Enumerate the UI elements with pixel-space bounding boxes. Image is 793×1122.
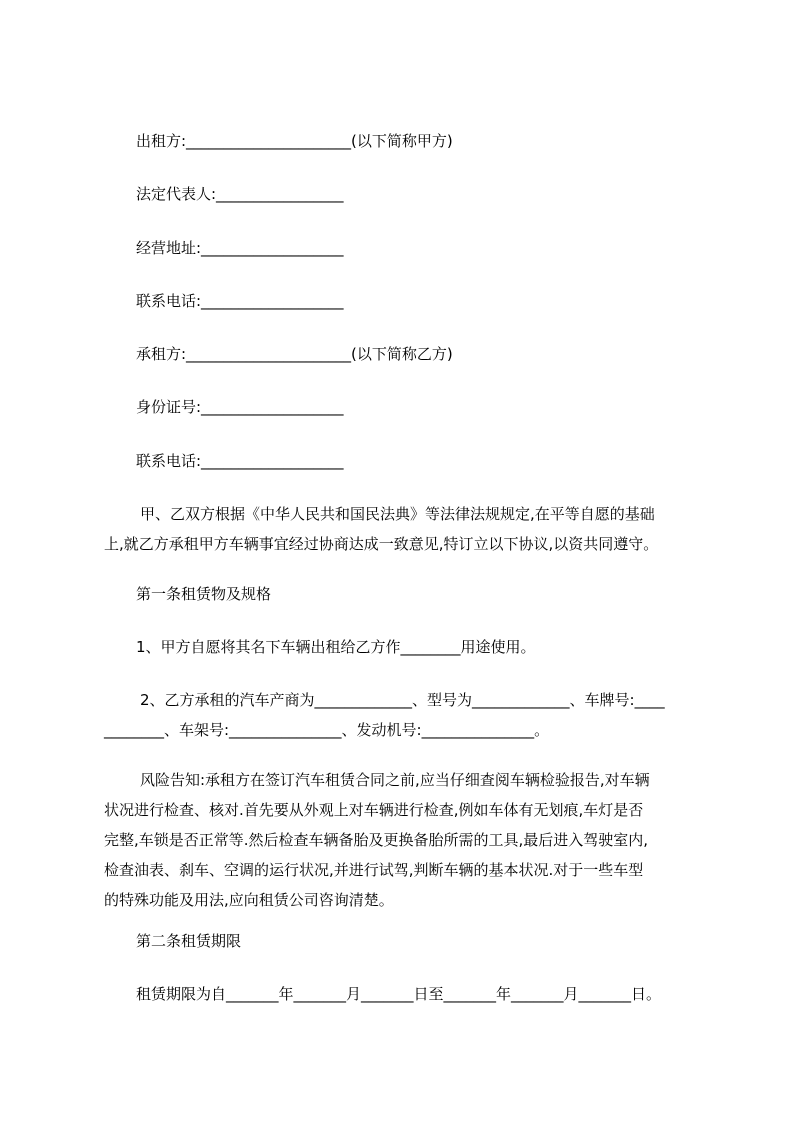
clause-2-line: 2、乙方承租的汽车产商为_____________、型号为_____________、车牌号:____ (140, 691, 665, 709)
preamble-line: 甲、乙双方根据《中华人民共和国民法典》等法律法规规定,在平等自愿的基础 (140, 505, 655, 523)
id-number-line: 身份证号:___________________ (136, 398, 344, 416)
article-1-clause-1: 1、甲方自愿将其名下车辆出租给乙方作________用途使用。 (136, 638, 536, 656)
clause-2-line: ________、车架号:_______________、发动机号:_______________。 (104, 721, 550, 739)
lessee-line: 承租方:______________________(以下简称乙方) (136, 345, 453, 363)
risk-notice-line: 状况进行检查、核对.首先要从外观上对车辆进行检查,例如车体有无划痕,车灯是否 (104, 801, 644, 819)
article-2-heading: 第二条租赁期限 (136, 932, 242, 950)
risk-notice-line: 检查油表、刹车、空调的运行状况,并进行试驾,判断车辆的基本状况.对于一些车型 (104, 861, 644, 879)
legal-representative-line: 法定代表人:_________________ (136, 185, 344, 203)
article-1-heading: 第一条租赁物及规格 (136, 585, 272, 603)
risk-notice-line: 完整,车锁是否正常等.然后检查车辆备胎及更换备胎所需的工具,最后进入驾驶室内, (104, 831, 649, 849)
preamble-line: 上,就乙方承租甲方车辆事宜经过协商达成一致意见,特订立以下协议,以资共同遵守。 (104, 535, 659, 553)
business-address-line: 经营地址:___________________ (136, 239, 344, 257)
lessee-phone-line: 联系电话:___________________ (136, 452, 344, 470)
lease-period-line: 租赁期限为自_______年_______月_______日至_______年_______月_______日。 (136, 985, 662, 1003)
lessor-phone-line: 联系电话:___________________ (136, 292, 344, 310)
risk-notice-line: 的特殊功能及用法,应向租赁公司咨询清楚。 (104, 891, 394, 909)
lessor-line: 出租方:______________________(以下简称甲方) (136, 132, 453, 150)
risk-notice-line: 风险告知:承租方在签订汽车租赁合同之前,应当仔细查阅车辆检验报告,对车辆 (140, 771, 650, 789)
